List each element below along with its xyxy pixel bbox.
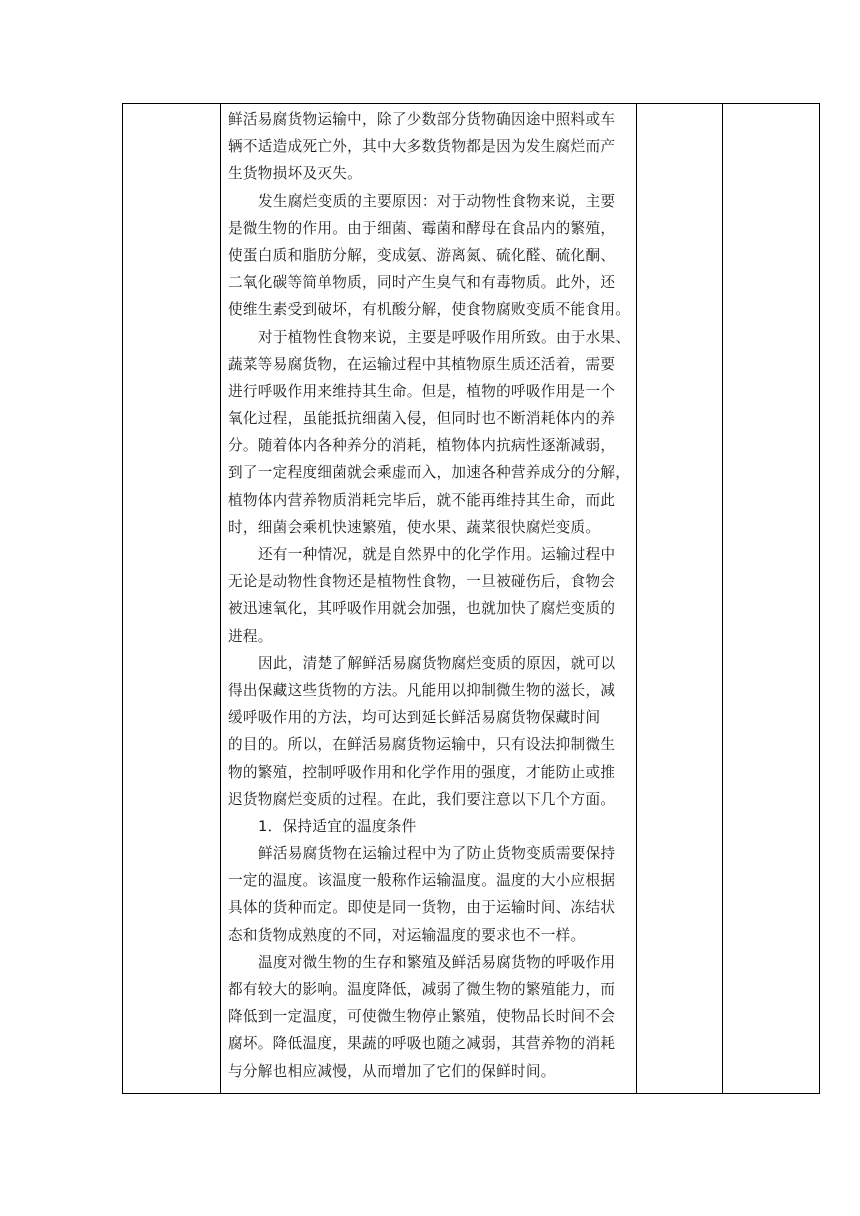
- text-line: 一定的温度。该温度一般称作运输温度。温度的大小应根据: [228, 872, 616, 890]
- text-line: 得出保藏这些货物的方法。凡能用以抑制微生物的滋长，减: [228, 681, 616, 699]
- table-row: [123, 104, 820, 1094]
- text-line: 二氧化碳等简单物质，同时产生臭气和有毒物质。此外，还: [228, 274, 616, 292]
- text-line: 进行呼吸作用来维持其生命。但是，植物的呼吸作用是一个: [228, 382, 616, 400]
- body-text: [228, 106, 630, 1085]
- text-line: 蔬菜等易腐货物，在运输过程中其植物原生质还活着，需要: [228, 355, 616, 373]
- content-table: [122, 103, 820, 1094]
- empty-right-cell: [723, 104, 820, 1094]
- text-line: 氧化过程，虽能抵抗细菌入侵，但同时也不断消耗体内的养: [228, 410, 616, 428]
- text-line: 态和货物成熟度的不同，对运输温度的要求也不一样。: [228, 926, 586, 944]
- text-line: 无论是动物性食物还是植物性食物，一旦被碰伤后，食物会: [228, 573, 616, 591]
- text-line: 与分解也相应减慢，从而增加了它们的保鲜时间。: [228, 1062, 556, 1080]
- text-line: 因此，清楚了解鲜活易腐货物腐烂变质的原因，就可以: [258, 654, 616, 672]
- text-line: 是微生物的作用。由于细菌、霉菌和酵母在食品内的繁殖，: [228, 219, 616, 237]
- text-line: 的目的。所以，在鲜活易腐货物运输中，只有设法抑制微生: [228, 736, 616, 754]
- text-line: 辆不适造成死亡外，其中大多数货物都是因为发生腐烂而产: [228, 138, 616, 156]
- text-line: 到了一定程度细菌就会乘虚而入，加速各种营养成分的分解，: [228, 464, 631, 482]
- text-line: 迟货物腐烂变质的过程。在此，我们要注意以下几个方面。: [228, 790, 616, 808]
- text-line: 植物体内营养物质消耗完毕后，就不能再维持其生命，而此: [228, 491, 616, 509]
- text-line: 鲜活易腐货物运输中，除了少数部分货物确因途中照料或车: [228, 111, 616, 128]
- text-line: 鲜活易腐货物在运输过程中为了防止货物变质需要保持: [258, 845, 616, 863]
- text-line: 缓呼吸作用的方法，均可达到延长鲜活易腐货物保藏时间: [228, 709, 601, 727]
- text-line: 时，细菌会乘机快速繁殖，使水果、蔬菜很快腐烂变质。: [228, 518, 601, 536]
- text-line: 进程。: [228, 627, 273, 645]
- empty-third-cell: [637, 104, 723, 1094]
- text-line: 对于植物性食物来说，主要是呼吸作用所致。由于水果、: [258, 328, 631, 346]
- text-line: 具体的货种而定。即使是同一货物，由于运输时间、冻结状: [228, 899, 616, 917]
- text-line: 生货物损坏及灭失。: [228, 165, 363, 183]
- text-line: 还有一种情况，就是自然界中的化学作用。运输过程中: [258, 546, 616, 563]
- section-heading: 1．保持适宜的温度条件: [258, 817, 417, 835]
- text-line: 分。随着体内各种养分的消耗，植物体内抗病性逐渐减弱，: [228, 437, 616, 455]
- empty-left-cell: [123, 104, 221, 1094]
- text-line: 温度对微生物的生存和繁殖及鲜活易腐货物的呼吸作用: [258, 953, 616, 971]
- text-line: 降低到一定温度，可使微生物停止繁殖，使物品长时间不会: [228, 1008, 616, 1026]
- text-line: 使维生素受到破坏，有机酸分解，使食物腐败变质不能食用。: [228, 301, 631, 319]
- text-line: 被迅速氧化，其呼吸作用就会加强，也就加快了腐烂变质的: [228, 600, 616, 618]
- text-line: 使蛋白质和脂肪分解，变成氨、游离氮、硫化醛、硫化酮、: [228, 246, 616, 264]
- text-content-cell: [221, 104, 637, 1094]
- text-line: 腐坏。降低温度，果蔬的呼吸也随之减弱，其营养物的消耗: [228, 1035, 616, 1053]
- text-line: 发生腐烂变质的主要原因：对于动物性食物来说，主要: [258, 192, 616, 210]
- text-line: 都有较大的影响。温度降低，减弱了微生物的繁殖能力，而: [228, 981, 616, 998]
- text-line: 物的繁殖，控制呼吸作用和化学作用的强度，才能防止或推: [228, 763, 616, 781]
